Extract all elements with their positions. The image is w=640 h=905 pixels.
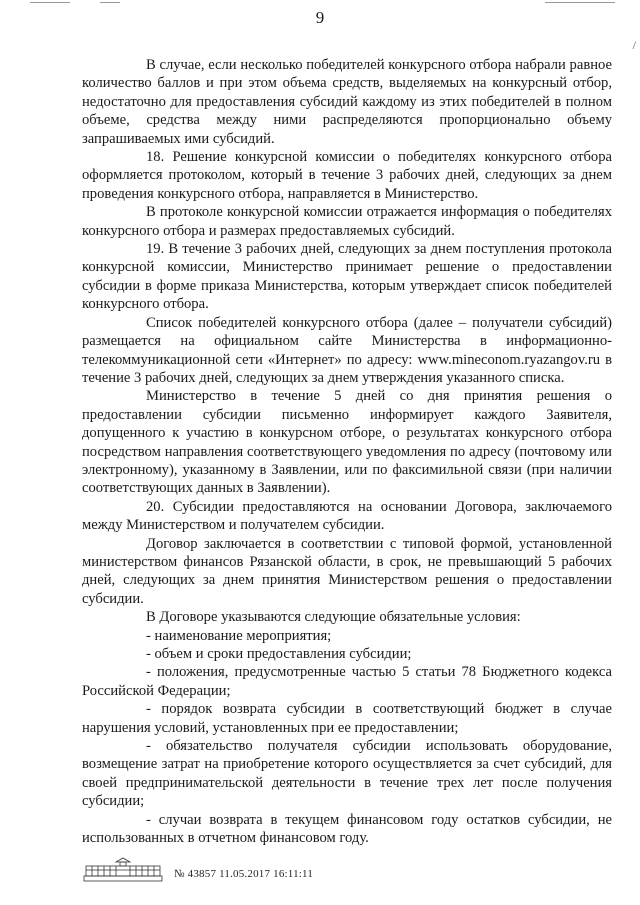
registration-stamp-text: № 43857 11.05.2017 16:11:11 [174,868,314,880]
list-item-equipment-obligation: - обязательство получателя субсидии использовать оборудование, возмещение затрат на приобретение которого осуществляется за счет субсидий, для своей предпринимательской деятельности в течение трех лет после получения субсидии; [82,738,612,810]
paragraph-winners-list: Список победителей конкурсного отбора (далее – получатели субсидий) размещается на официальном сайте Министерства в информационно-телекоммуникационной сети «Интернет» по адресу: www.mineconom.ryazangov.ru в течение 3 рабочих дней, следующих за днем утверждения указанного списка. [82,314,612,386]
scan-artifact [545,2,615,3]
scan-artifact [100,2,120,3]
paragraph-item-20: 20. Субсидии предоставляются на основании Договора, заключаемого между Министерством и получателем субсидии. [82,498,612,534]
paragraph-notification: Министерство в течение 5 дней со дня принятия решения о предоставлении субсидии письменно информирует каждого Заявителя, допущенного к участию в конкурсном отборе, о результатах конкурсного отбора посредством направления соответствующего уведомления по адресу (почтовому или электронному), указанному в Заявлении, или по факсимильной связи (при наличии соответствующих данных в Заявлении). [82,388,612,497]
list-item-return-order: - порядок возврата субсидии в соответствующий бюджет в случае нарушения условий, установленных при ее предоставлении; [82,701,612,736]
paragraph-item-18: 18. Решение конкурсной комиссии о победителях конкурсного отбора оформляется протоколом, который в течение 3 рабочих дней, следующих за днем проведения конкурсного отбора, направляется в Министерство. [82,149,612,202]
paragraph-equal-scores: В случае, если несколько победителей конкурсного отбора набрали равное количество баллов и при этом объема средств, выделяемых на конкурсный отбор, недостаточно для предоставления субсидий каждому из этих победителей в полном объеме, средства между ними распределяются пропорционально объему запрашиваемых ими субсидий. [82,57,612,147]
paragraph-contract: Договор заключается в соответствии с типовой формой, установленной министерством финансов Рязанской области, в срок, не превышающий 5 рабочих дней, следующих за днем принятия Министерством решения о предоставлении субсидии. [82,535,612,607]
edge-mark: / [632,38,636,52]
paragraph-conditions-intro: В Договоре указываются следующие обязательные условия: [146,609,521,626]
building-stamp-icon [82,856,164,886]
list-item-balance-return: - случаи возврата в текущем финансовом году остатков субсидии, не использованных в отчетном финансовом году. [82,811,612,847]
list-item-budget-code: - положения, предусмотренные частью 5 статьи 78 Бюджетного кодекса Российской Федерации; [82,664,612,699]
footer [82,856,622,896]
list-item-event-name: - наименование мероприятия; [146,627,332,644]
list-item-volume-terms: - объем и сроки предоставления субсидии; [146,646,412,662]
document-body [82,56,612,847]
scan-artifact [30,2,70,3]
paragraph-item-19: 19. В течение 3 рабочих дней, следующих за днем поступления протокола конкурсной комиссии, Министерство принимает решение о предоставлении субсидии в форме приказа Министерства, которым утверждает список победителей конкурсного отбора. [82,241,612,313]
paragraph-protocol: В протоколе конкурсной комиссии отражается информация о победителях конкурсного отбора и размерах предоставляемых субсидий. [82,204,612,239]
page-number: 9 [315,8,325,27]
